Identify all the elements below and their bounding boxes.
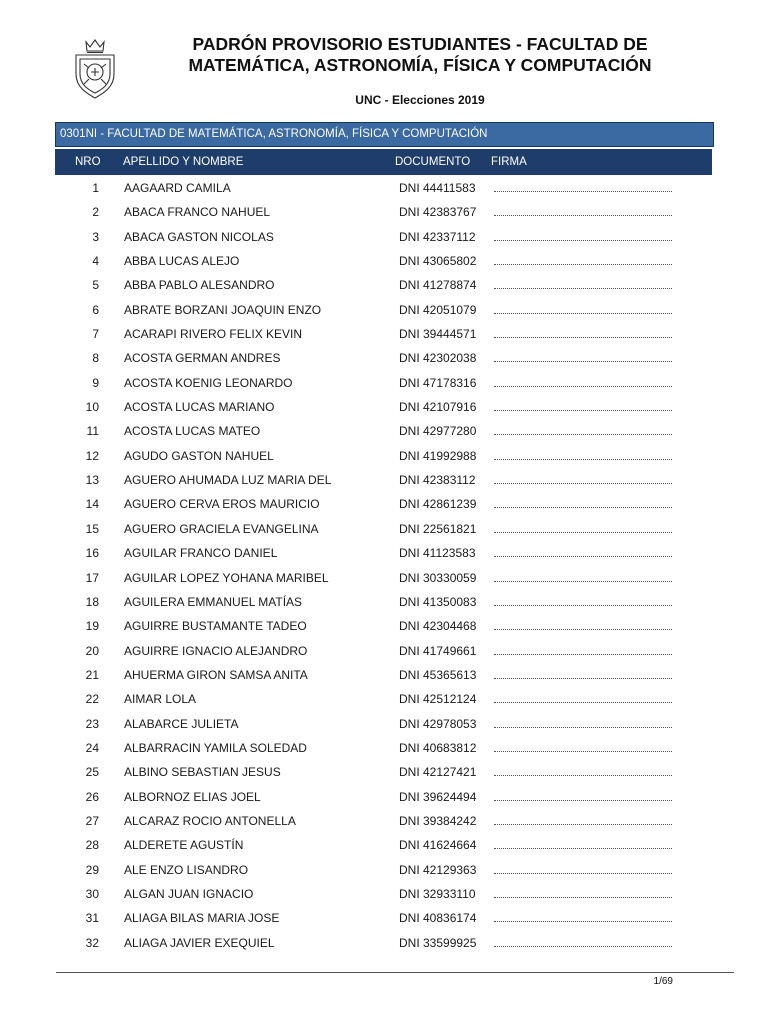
signature-line [494,897,672,898]
row-document: DNI 42861239 [399,497,477,512]
signature-line [494,946,672,947]
table-row [55,809,712,833]
row-name: ABRATE BORZANI JOAQUIN ENZO [124,302,322,317]
table-row [55,858,712,882]
table-row [55,200,712,224]
row-name: ALIAGA BILAS MARIA JOSE [124,911,280,926]
row-number: 10 [85,400,99,415]
row-document: DNI 41278874 [399,278,477,293]
row-name: AGUILAR FRANCO DANIEL [124,546,278,561]
row-number: 13 [85,473,99,488]
row-number: 3 [92,229,99,244]
table-row [55,736,712,760]
row-name: ACOSTA LUCAS MARIANO [124,400,275,415]
table-row [55,541,712,565]
signature-line [494,921,672,922]
row-name: ALBARRACIN YAMILA SOLEDAD [124,740,307,755]
table-row [55,492,712,516]
row-number: 5 [92,278,99,293]
table-row [55,687,712,711]
row-number: 15 [85,521,99,536]
row-number: 16 [85,546,99,561]
table-row [55,882,712,906]
signature-line [494,313,672,314]
footer-divider [56,972,734,973]
voter-table-body [55,176,712,955]
row-name: ACOSTA GERMAN ANDRES [124,351,281,366]
row-document: DNI 41624664 [399,838,477,853]
signature-line [494,873,672,874]
row-document: DNI 39624494 [399,789,477,804]
signature-line [494,556,672,557]
row-number: 32 [85,935,99,950]
row-document: DNI 41350083 [399,594,477,609]
row-document: DNI 42337112 [399,229,476,244]
row-name: ALGAN JUAN IGNACIO [124,886,254,901]
row-number: 4 [92,254,99,269]
signature-line [494,727,672,728]
signature-line [494,800,672,801]
row-name: AIMAR LOLA [124,692,197,707]
column-header-doc: DOCUMENTO [395,156,471,168]
row-number: 25 [85,765,99,780]
signature-line [494,678,672,679]
row-number: 2 [92,205,99,220]
table-row [55,931,712,955]
row-document: DNI 42978053 [399,716,477,731]
row-document: DNI 42107916 [399,400,477,415]
row-document: DNI 39384242 [399,813,477,828]
row-name: ALCARAZ ROCIO ANTONELLA [124,813,296,828]
signature-line [494,751,672,752]
signature-line [494,386,672,387]
signature-line [494,654,672,655]
row-name: AHUERMA GIRON SAMSA ANITA [124,667,308,682]
table-row [55,346,712,370]
row-name: AGUERO GRACIELA EVANGELINA [124,521,319,536]
table-row [55,663,712,687]
column-header-nro: NRO [75,156,101,168]
row-number: 8 [92,351,99,366]
table-row [55,444,712,468]
row-document: DNI 42383767 [399,205,477,220]
row-number: 28 [85,838,99,853]
row-name: ACOSTA LUCAS MATEO [124,424,261,439]
row-document: DNI 22561821 [399,521,477,536]
row-number: 27 [85,813,99,828]
row-number: 30 [85,886,99,901]
row-name: ALBORNOZ ELIAS JOEL [124,789,261,804]
table-row [55,249,712,273]
row-document: DNI 41749661 [399,643,477,658]
row-number: 14 [85,497,99,512]
table-row [55,590,712,614]
row-document: DNI 32933110 [399,886,476,901]
row-number: 24 [85,740,99,755]
table-row [55,833,712,857]
row-document: DNI 40836174 [399,911,477,926]
table-row [55,468,712,492]
row-document: DNI 43065802 [399,254,477,269]
signature-line [494,288,672,289]
row-number: 17 [85,570,99,585]
page-title [150,34,690,76]
table-row [55,395,712,419]
row-document: DNI 42977280 [399,424,477,439]
signature-line [494,581,672,582]
row-number: 11 [86,424,99,439]
row-name: ALIAGA JAVIER EXEQUIEL [124,935,275,950]
row-number: 18 [85,594,99,609]
table-row [55,614,712,638]
signature-line [494,361,672,362]
row-document: DNI 42129363 [399,862,477,877]
row-name: ABBA LUCAS ALEJO [124,254,240,269]
row-name: AGUILAR LOPEZ YOHANA MARIBEL [124,570,329,585]
table-row [55,298,712,322]
row-document: DNI 42304468 [399,619,477,634]
signature-line [494,483,672,484]
table-row [55,760,712,784]
table-row [55,371,712,395]
row-document: DNI 42512124 [399,692,477,707]
row-name: ABACA GASTON NICOLAS [124,229,274,244]
row-number: 21 [85,667,99,682]
signature-line [494,337,672,338]
row-document: DNI 42051079 [399,302,477,317]
table-row [55,225,712,249]
row-number: 20 [85,643,99,658]
row-number: 1 [92,181,99,195]
row-document: DNI 47178316 [399,375,477,390]
row-name: ACARAPI RIVERO FELIX KEVIN [124,327,303,342]
row-document: DNI 40683812 [399,740,477,755]
row-number: 31 [85,911,99,926]
row-document: DNI 33599925 [399,935,477,950]
row-name: ALBINO SEBASTIAN JESUS [124,765,281,780]
row-name: AGUDO GASTON NAHUEL [124,448,274,463]
column-header-name: APELLIDO Y NOMBRE [123,156,244,168]
row-name: ACOSTA KOENIG LEONARDO [124,375,293,390]
signature-line [494,191,672,192]
row-number: 19 [85,619,99,634]
row-name: ALE ENZO LISANDRO [124,862,249,877]
row-name: ABBA PABLO ALESANDRO [124,278,275,293]
row-document: DNI 42127421 [399,765,477,780]
row-name: ALDERETE AGUSTÍN [124,838,244,853]
signature-line [494,775,672,776]
table-row [55,419,712,443]
row-name: AGUIRRE IGNACIO ALEJANDRO [124,643,308,658]
signature-line [494,702,672,703]
column-header-firma: FIRMA [491,156,527,168]
row-number: 7 [92,327,99,342]
signature-line [494,532,672,533]
row-document: DNI 41992988 [399,448,477,463]
signature-line [494,215,672,216]
signature-line [494,605,672,606]
row-name: AGUIRRE BUSTAMANTE TADEO [124,619,307,634]
row-number: 23 [85,716,99,731]
signature-line [494,824,672,825]
title-line-1: PADRÓN PROVISORIO ESTUDIANTES - FACULTAD DE [192,34,648,54]
title-line-2: MATEMÁTICA, ASTRONOMÍA, FÍSICA Y COMPUTACIÓN [188,55,652,75]
signature-line [494,848,672,849]
row-number: 26 [85,789,99,804]
faculty-bar: 0301NI - FACULTAD DE MATEMÁTICA, ASTRONOMÍA, FÍSICA Y COMPUTACIÓN [55,122,714,147]
signature-line [494,629,672,630]
table-row [55,273,712,297]
row-name: AGUILERA EMMANUEL MATÍAS [124,594,303,609]
row-document: DNI 42383112 [399,473,476,488]
signature-line [494,410,672,411]
signature-line [494,507,672,508]
row-number: 9 [92,375,99,390]
row-document: DNI 41123583 [399,546,476,561]
signature-line [494,240,672,241]
table-row [55,517,712,541]
table-row [55,566,712,590]
row-number: 12 [85,448,99,463]
row-number: 29 [85,862,99,877]
row-document: DNI 45365613 [399,667,477,682]
row-document: DNI 30330059 [399,570,477,585]
row-name: ALABARCE JULIETA [124,716,239,731]
row-document: DNI 39444571 [399,327,477,342]
table-header [55,149,712,175]
signature-line [494,459,672,460]
row-name: AAGAARD CAMILA [124,181,231,195]
row-number: 22 [85,692,99,707]
table-row [55,639,712,663]
page-subtitle: UNC - Elecciones 2019 [355,93,485,107]
table-row [55,176,712,200]
table-row [55,906,712,930]
row-name: AGUERO CERVA EROS MAURICIO [124,497,320,512]
table-row [55,785,712,809]
row-number: 6 [92,302,99,317]
row-document: DNI 42302038 [399,351,477,366]
row-name: AGUERO AHUMADA LUZ MARIA DEL [124,473,332,488]
row-document: DNI 44411583 [399,181,476,195]
page-number: 1/69 [653,976,673,987]
row-name: ABACA FRANCO NAHUEL [124,205,271,220]
signature-line [494,434,672,435]
table-row [55,322,712,346]
signature-line [494,264,672,265]
university-seal-icon [72,38,118,100]
table-row [55,712,712,736]
